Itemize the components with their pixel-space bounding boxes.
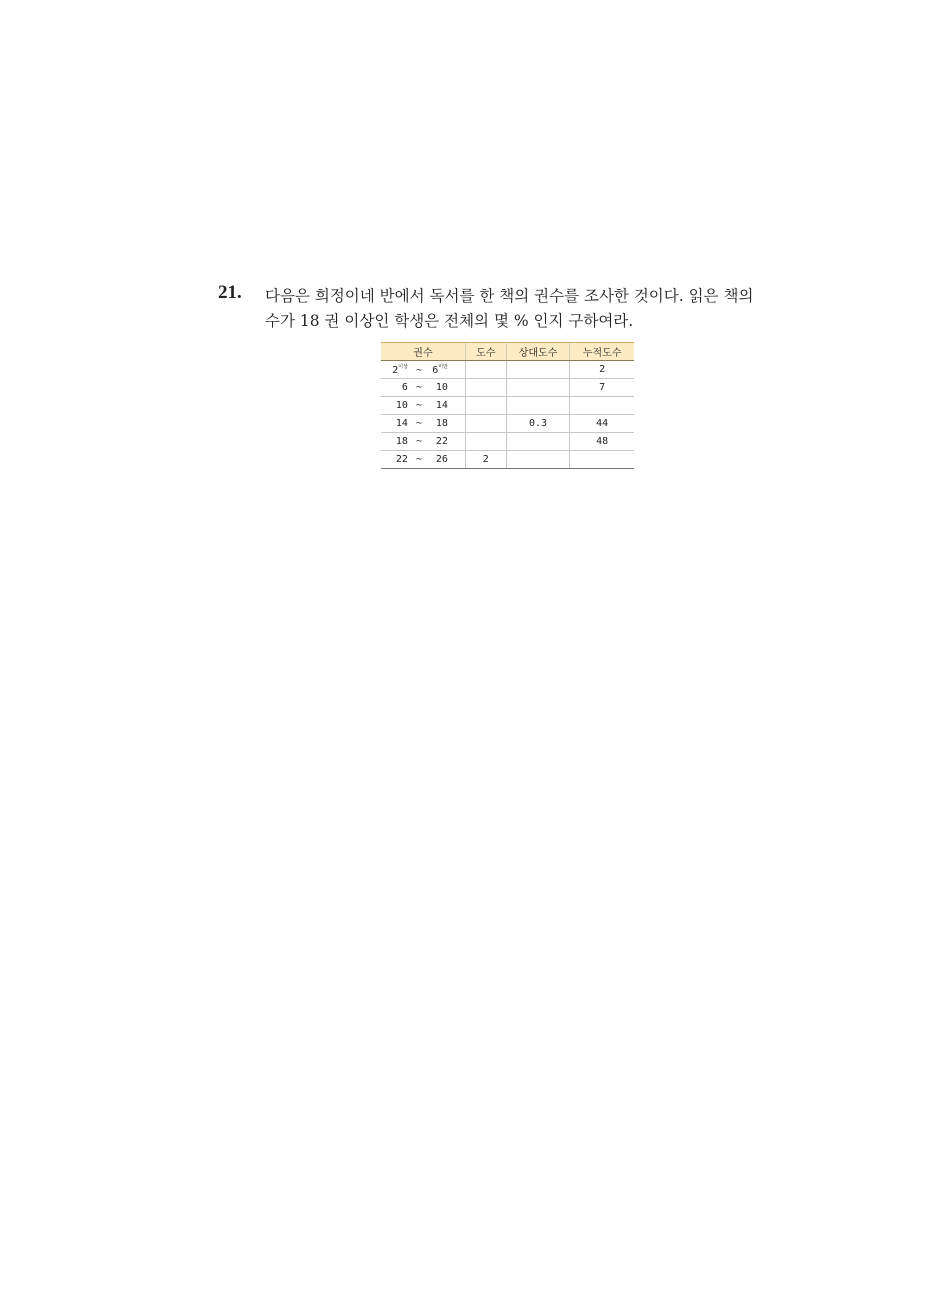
frequency-cell bbox=[465, 361, 506, 379]
class-interval-cell bbox=[381, 451, 465, 469]
header-relative-frequency: 상대도수 bbox=[506, 343, 570, 361]
frequency-cell bbox=[465, 379, 506, 397]
question-line-2: 수가 18 권 이상인 학생은 전체의 몇 % 인지 구하여라. bbox=[265, 312, 634, 330]
interval-upper: 14 bbox=[435, 400, 448, 411]
cumulative-frequency-cell bbox=[570, 397, 634, 415]
interval-upper: 22 bbox=[435, 436, 448, 447]
interval-lower: 10 bbox=[395, 400, 408, 411]
interval-separator: ~ bbox=[415, 400, 422, 411]
interval-separator: ~ bbox=[415, 454, 422, 465]
table-row bbox=[381, 397, 634, 415]
class-interval-cell bbox=[381, 379, 465, 397]
interval-upper: 26 bbox=[435, 454, 448, 465]
table-row bbox=[381, 451, 634, 469]
relative-frequency-cell bbox=[506, 433, 570, 451]
cumulative-frequency-cell bbox=[570, 451, 634, 469]
question-line-1: 다음은 희정이네 반에서 독서를 한 책의 권수를 조사한 것이다. 읽은 책의 bbox=[265, 287, 754, 305]
class-interval-cell bbox=[381, 433, 465, 451]
cumulative-frequency-cell: 48 bbox=[570, 433, 634, 451]
header-count: 권수 bbox=[381, 343, 465, 361]
table-row bbox=[381, 415, 634, 433]
question-number: 21. bbox=[218, 282, 242, 303]
interval-lower: 14 bbox=[395, 418, 408, 429]
interval-lower: 18 bbox=[395, 436, 408, 447]
cumulative-frequency-cell: 2 bbox=[570, 361, 634, 379]
interval-upper: 10 bbox=[435, 382, 448, 393]
interval-separator: ~ bbox=[415, 365, 422, 376]
upper-bound-tag: 미만 bbox=[438, 364, 448, 370]
interval-separator: ~ bbox=[415, 436, 422, 447]
relative-frequency-cell: 0.3 bbox=[506, 415, 570, 433]
lower-bound-tag: 이상 bbox=[398, 364, 408, 370]
relative-frequency-cell bbox=[506, 379, 570, 397]
relative-frequency-cell bbox=[506, 451, 570, 469]
frequency-cell bbox=[465, 397, 506, 415]
interval-lower: 22 bbox=[395, 454, 408, 465]
interval-lower: 6 bbox=[401, 382, 408, 393]
frequency-cell bbox=[465, 415, 506, 433]
table-row bbox=[381, 379, 634, 397]
class-interval-cell bbox=[381, 361, 465, 379]
cumulative-frequency-cell: 44 bbox=[570, 415, 634, 433]
class-interval-cell bbox=[381, 415, 465, 433]
frequency-cell bbox=[465, 433, 506, 451]
table-header-row bbox=[381, 343, 634, 361]
interval-upper: 6 bbox=[432, 365, 439, 376]
table-row bbox=[381, 361, 634, 379]
interval-lower: 2 bbox=[392, 365, 399, 376]
class-interval-cell bbox=[381, 397, 465, 415]
frequency-table bbox=[381, 342, 634, 469]
interval-upper: 18 bbox=[435, 418, 448, 429]
frequency-cell: 2 bbox=[465, 451, 506, 469]
header-cumulative-frequency: 누적도수 bbox=[570, 343, 634, 361]
question-text bbox=[265, 284, 765, 334]
table-row bbox=[381, 433, 634, 451]
cumulative-frequency-cell: 7 bbox=[570, 379, 634, 397]
header-frequency: 도수 bbox=[465, 343, 506, 361]
relative-frequency-cell bbox=[506, 361, 570, 379]
interval-separator: ~ bbox=[415, 382, 422, 393]
relative-frequency-cell bbox=[506, 397, 570, 415]
interval-separator: ~ bbox=[415, 418, 422, 429]
